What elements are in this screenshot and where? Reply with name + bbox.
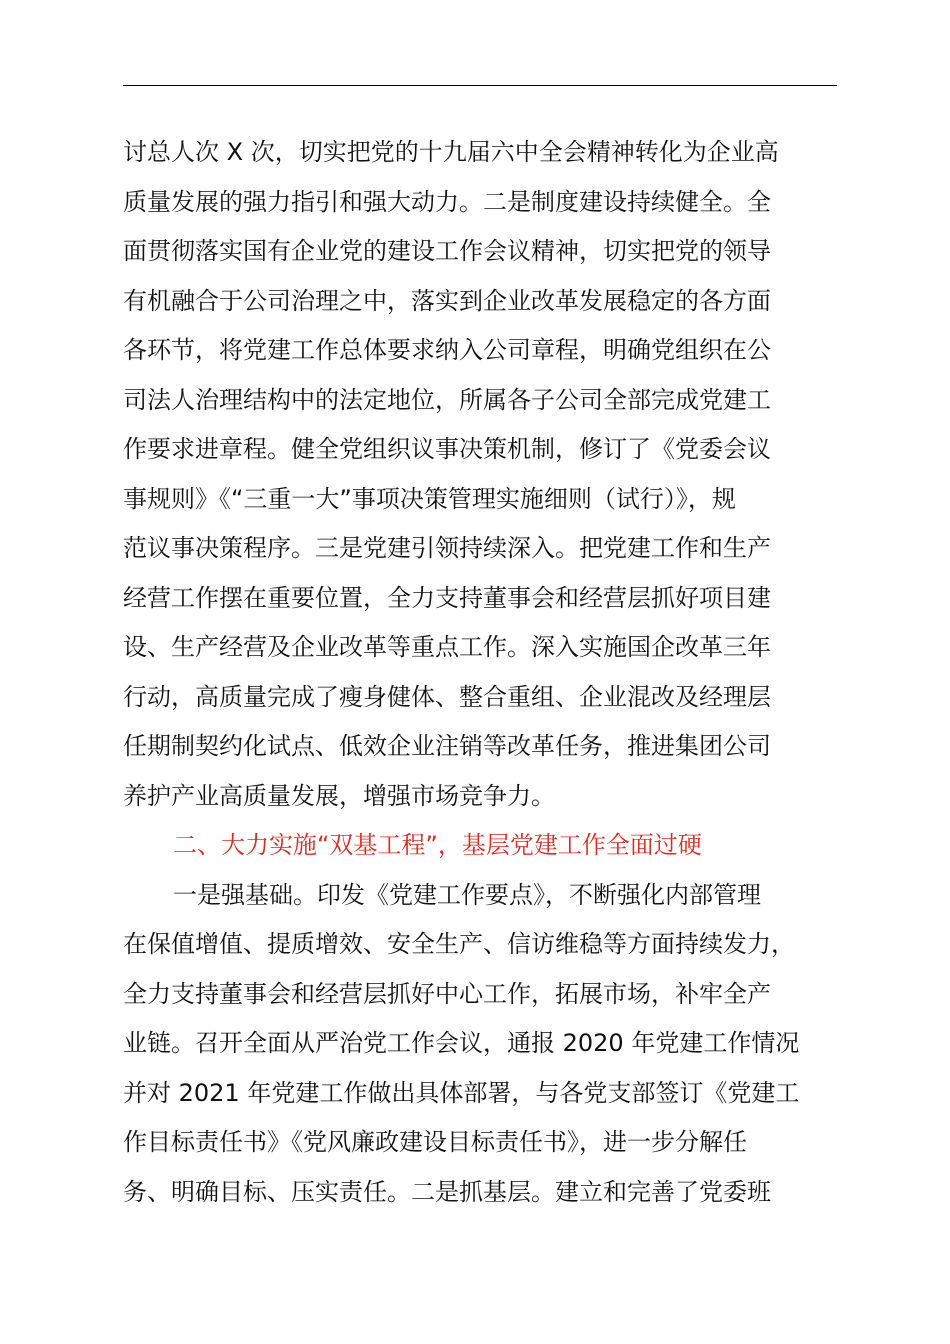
text-line: 质量发展的强力指引和强大动力。二是制度建设持续健全。全 <box>123 187 771 216</box>
text-line: 业链。召开全面从严治党工作会议，通报 2020 年党建工作情况 <box>123 1029 800 1057</box>
text-line: 有机融合于公司治理之中，落实到企业改革发展稳定的各方面 <box>123 286 771 315</box>
text-line: 养护产业高质量发展，增强市场竞争力。 <box>123 781 555 810</box>
text-line: 并对 2021 年党建工作做出具体部署，与各党支部签订《党建工 <box>123 1078 800 1107</box>
paragraph-2 <box>123 871 863 1218</box>
text-line: 行动，高质量完成了瘦身健体、整合重组、企业混改及经理层 <box>123 682 771 711</box>
text-line: 作要求进章程。健全党组织议事决策机制，修订了《党委会议 <box>123 435 771 463</box>
text-line: 司法人治理结构中的法定地位，所属各子公司全部完成党建工 <box>123 385 771 414</box>
text-line: 任期制契约化试点、低效企业注销等改革任务，推进集团公司 <box>123 732 771 760</box>
text-line: 经营工作摆在重要位置，全力支持董事会和经营层抓好项目建 <box>123 583 771 612</box>
text-line: 在保值增值、提质增效、安全生产、信访维稳等方面持续发力， <box>123 930 795 958</box>
text-line: 讨总人次 X 次，切实把党的十九届六中全会精神转化为企业高 <box>123 138 779 166</box>
paragraph-1 <box>123 128 863 821</box>
text-line: 设、生产经营及企业改革等重点工作。深入实施国企改革三年 <box>123 633 771 661</box>
document-body <box>123 128 863 1217</box>
text-line: 范议事决策程序。三是党建引领持续深入。把党建工作和生产 <box>123 534 771 562</box>
text-line: 作目标责任书》《党风廉政建设目标责任书》，进一步分解任 <box>123 1128 747 1156</box>
text-line: 各环节，将党建工作总体要求纳入公司章程，明确党组织在公 <box>123 336 771 364</box>
text-line: 事规则》《“三重一大”事项决策管理实施细则（试行）》，规 <box>123 484 736 513</box>
text-line: 务、明确目标、压实责任。二是抓基层。建立和完善了党委班 <box>123 1177 771 1206</box>
header-rule <box>123 85 837 86</box>
text-line: 一是强基础。印发《党建工作要点》，不断强化内部管理 <box>173 880 761 909</box>
text-line: 面贯彻落实国有企业党的建设工作会议精神，切实把党的领导 <box>123 237 771 265</box>
section-heading: 二、大力实施“双基工程”，基层党建工作全面过硬 <box>173 831 702 859</box>
text-line: 全力支持董事会和经营层抓好中心工作，拓展市场，补牢全产 <box>123 979 771 1008</box>
